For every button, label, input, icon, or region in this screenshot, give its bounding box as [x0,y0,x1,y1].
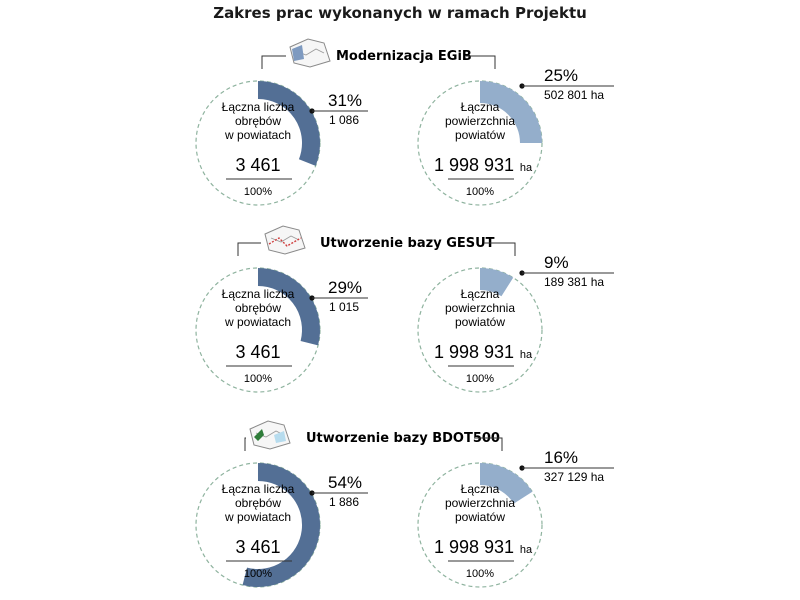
total-label: Łączna liczba [221,287,295,301]
share-arc [480,279,507,287]
total-label: w powiatach [224,315,292,329]
percent-label: 16% [544,448,579,467]
right-donut [418,66,614,205]
total-label: Łączna [460,482,500,496]
total-label: powiatów [454,315,506,329]
section-title: Utworzenie bazy GESUT [320,236,495,251]
base-percent: 100% [465,568,495,580]
total-unit: ha [519,162,533,174]
base-percent: 100% [243,186,273,198]
total-label: obrębów [234,301,282,315]
base-percent: 100% [465,373,495,385]
total-value: 3 461 [235,537,281,557]
percent-label: 9% [544,253,569,272]
map-icon-egib [290,39,330,67]
value-label: 327 129 ha [544,470,605,484]
map-icon-bdot500 [250,421,290,449]
base-percent: 100% [465,186,495,198]
percent-label: 54% [328,473,363,492]
base-percent: 100% [243,373,273,385]
total-value: 3 461 [235,155,281,175]
section-2 [196,226,614,392]
percent-label: 29% [328,278,363,297]
left-donut [196,268,368,392]
bracket-left [262,56,286,69]
total-unit: ha [519,349,533,361]
section-3 [196,421,614,587]
total-value: 1 998 931 [433,342,515,362]
total-label: powiatów [454,128,506,142]
total-value: 1 998 931 [433,537,515,557]
total-label: w powiatach [224,510,292,524]
percent-label: 31% [328,91,363,110]
total-label: obrębów [234,114,282,128]
value-label: 1 886 [329,495,360,509]
total-value: 1 998 931 [433,155,515,175]
chart-title: Zakres prac wykonanych w ramach Projektu [213,4,587,22]
total-label: w powiatach [224,128,292,142]
value-label: 189 381 ha [544,275,605,289]
base-percent: 100% [243,568,273,580]
total-label: Łączna liczba [221,482,295,496]
total-label: Łączna liczba [221,100,295,114]
right-donut [418,448,614,587]
percent-label: 25% [544,66,579,85]
total-label: powierzchnia [444,301,516,315]
total-value: 3 461 [235,342,281,362]
left-donut [196,463,368,587]
value-label: 1 015 [329,300,360,314]
total-label: obrębów [234,496,282,510]
total-unit: ha [519,544,533,556]
value-label: 502 801 ha [544,88,605,102]
bracket-left [238,243,261,256]
total-label: Łączna [460,287,500,301]
total-label: Łączna [460,100,500,114]
map-icon-gesut [265,226,305,254]
total-label: powierzchnia [444,496,516,510]
section-title: Modernizacja EGiB [336,49,472,64]
right-donut [418,253,614,392]
total-label: powiatów [454,510,506,524]
bracket-left [245,438,246,451]
section-1 [196,39,614,205]
value-label: 1 086 [329,113,360,127]
left-donut [196,81,368,205]
total-label: powierzchnia [444,114,516,128]
section-title: Utworzenie bazy BDOT500 [306,431,500,446]
